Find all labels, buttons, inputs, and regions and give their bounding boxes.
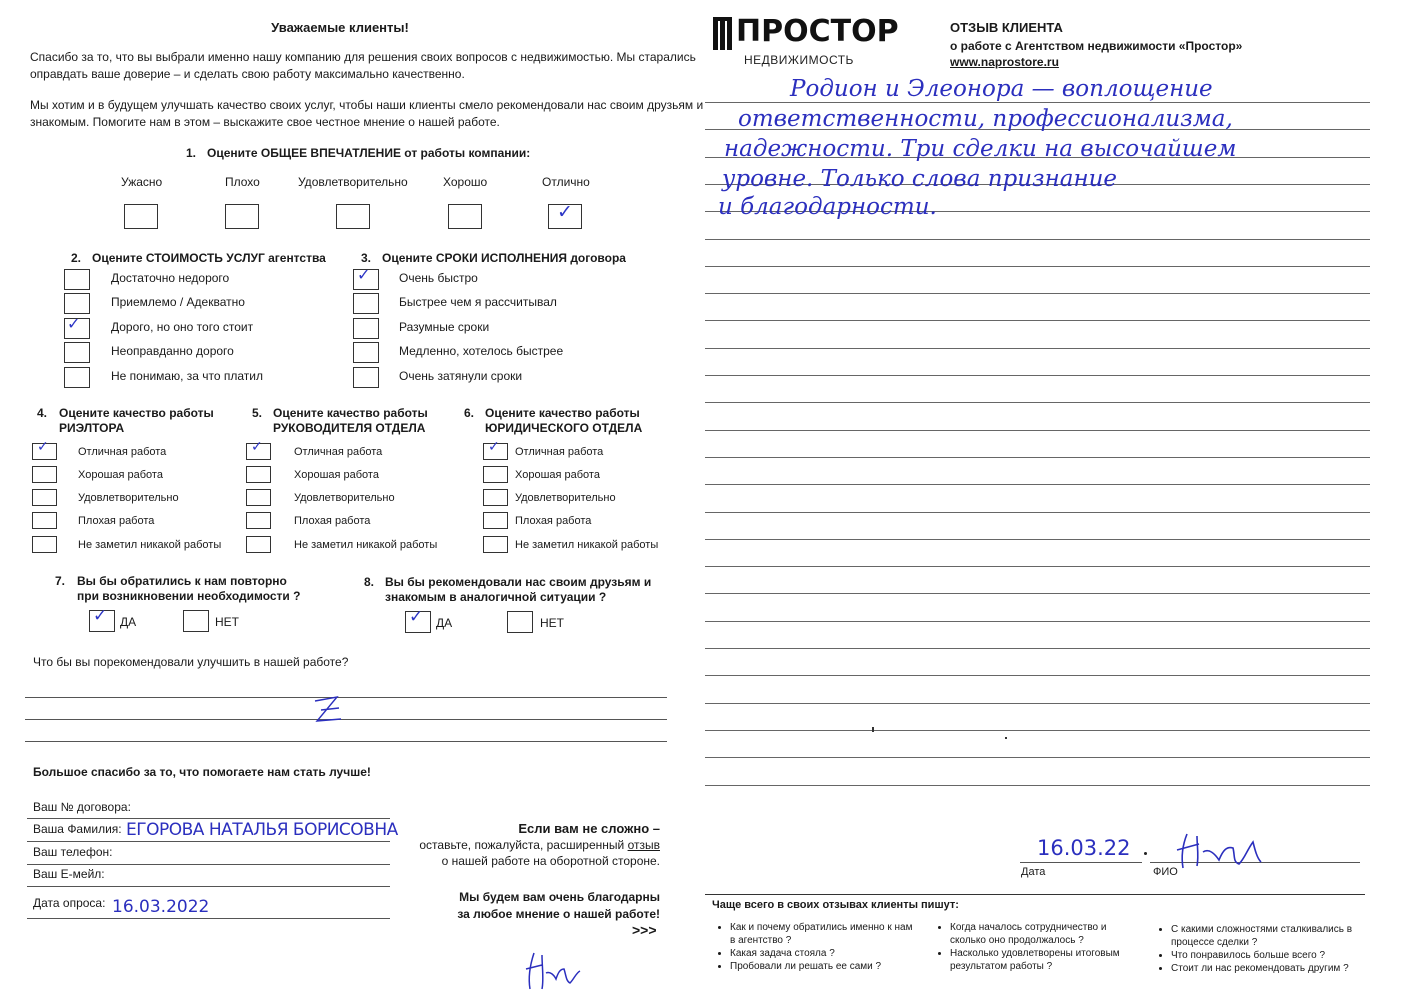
rating-checkbox[interactable] bbox=[225, 204, 259, 229]
logo-subtitle: НЕДВИЖИМОСТЬ bbox=[744, 53, 854, 67]
ruled-line bbox=[705, 457, 1370, 458]
ruled-line bbox=[705, 621, 1370, 622]
question-title-line: при возникновении необходимости ? bbox=[77, 589, 301, 603]
option-label: Быстрее чем я рассчитывал bbox=[399, 295, 557, 309]
question-number: 7. bbox=[55, 574, 66, 588]
contract-label: Ваш № договора: bbox=[33, 800, 131, 814]
yes-label: ДА bbox=[436, 616, 453, 630]
option-checkbox[interactable] bbox=[483, 466, 508, 483]
review-request bbox=[400, 822, 660, 868]
option-checkbox[interactable] bbox=[483, 512, 508, 529]
option-label: Неоправданно дорого bbox=[111, 344, 234, 358]
ruled-line bbox=[705, 593, 1370, 594]
option-label: Дорого, но оно того стоит bbox=[111, 320, 254, 334]
field-line bbox=[27, 864, 390, 865]
review-line: уровне. Только слова признание bbox=[722, 166, 1118, 192]
option-checkbox[interactable] bbox=[353, 318, 379, 339]
option-label: Не заметил никакой работы bbox=[294, 539, 438, 551]
intro-paragraph-1 bbox=[30, 50, 696, 81]
intro-line: оправдать ваше доверие – и сделать свою работу максимально качественно. bbox=[30, 67, 465, 81]
gratitude-line: Мы будем вам очень благодарны bbox=[459, 890, 660, 904]
option-checkbox[interactable] bbox=[32, 512, 57, 529]
option-label: Хорошая работа bbox=[515, 469, 600, 481]
option-checkbox[interactable] bbox=[483, 536, 508, 553]
option-label: Достаточно недорого bbox=[111, 271, 230, 285]
question-title-line: Оцените качество работы bbox=[273, 406, 428, 420]
option-label: Медленно, хотелось быстрее bbox=[399, 344, 564, 358]
intro-line: Мы хотим и в будущем улучшать качество своих услуг, чтобы наши клиенты смело рекомендовали нас своим друзьям и bbox=[30, 98, 704, 112]
greeting-heading: Уважаемые клиенты! bbox=[271, 20, 409, 35]
rating-label: Хорошо bbox=[443, 175, 488, 189]
question-title bbox=[59, 406, 214, 435]
field-line bbox=[27, 918, 390, 919]
rating-label: Удовлетворительно bbox=[298, 175, 408, 189]
check-mark-icon: ✓ bbox=[409, 607, 424, 627]
stray-mark bbox=[1005, 737, 1007, 739]
date-line bbox=[1020, 862, 1142, 863]
ruled-line bbox=[705, 102, 1370, 103]
review-line: и благодарности. bbox=[718, 194, 937, 220]
answer-line bbox=[25, 741, 667, 742]
option-checkbox[interactable] bbox=[246, 466, 271, 483]
rating-label: Плохо bbox=[225, 175, 260, 189]
field-line bbox=[27, 841, 390, 842]
option-label: Разумные сроки bbox=[399, 320, 490, 334]
question-number: 2. bbox=[71, 251, 82, 265]
question-title bbox=[273, 406, 428, 435]
stray-mark bbox=[872, 727, 874, 732]
ruled-line bbox=[705, 675, 1370, 676]
option-checkbox[interactable] bbox=[64, 269, 90, 290]
option-label: Отличная работа bbox=[515, 446, 604, 458]
hints-column-3 bbox=[1155, 923, 1355, 975]
ruled-line bbox=[705, 484, 1370, 485]
option-checkbox[interactable] bbox=[246, 536, 271, 553]
question-number: 6. bbox=[464, 406, 475, 420]
rating-checkbox[interactable] bbox=[336, 204, 370, 229]
hint-item: • Пробовали ли решать ее сами ? bbox=[730, 960, 914, 973]
question-title bbox=[77, 574, 300, 603]
rating-checkbox[interactable] bbox=[124, 204, 158, 229]
check-mark-icon: ✓ bbox=[488, 439, 500, 455]
check-mark-icon: ✓ bbox=[557, 201, 573, 223]
review-title: ОТЗЫВ КЛИЕНТА bbox=[950, 20, 1063, 35]
ruled-line bbox=[705, 375, 1370, 376]
hints-title: Чаще всего в своих отзывах клиенты пишут: bbox=[712, 899, 959, 911]
question-title bbox=[385, 575, 651, 604]
option-checkbox[interactable] bbox=[32, 466, 57, 483]
no-label: НЕТ bbox=[540, 616, 564, 630]
option-label: Удовлетворительно bbox=[78, 492, 179, 504]
hint-item: • С какими сложностями сталкивались в процессе сделки ? bbox=[1171, 923, 1355, 949]
option-checkbox[interactable] bbox=[32, 489, 57, 506]
field-line bbox=[27, 818, 390, 819]
option-checkbox[interactable] bbox=[353, 367, 379, 388]
ruled-line bbox=[705, 648, 1370, 649]
ruled-line bbox=[705, 320, 1370, 321]
hints-divider bbox=[705, 894, 1365, 895]
ruled-line bbox=[705, 348, 1370, 349]
question-number: 1. bbox=[186, 146, 197, 160]
intro-paragraph-2 bbox=[30, 98, 703, 129]
date-label: Дата bbox=[1021, 866, 1046, 878]
building-logo-icon bbox=[713, 17, 737, 50]
question-title-line: РИЭЛТОРА bbox=[59, 421, 125, 435]
ruled-line bbox=[705, 239, 1370, 240]
question-title-line: Вы бы рекомендовали нас своим друзьям и bbox=[385, 575, 652, 589]
field-line bbox=[27, 886, 390, 887]
option-label: Отличная работа bbox=[78, 446, 167, 458]
intro-line: знакомым. Помогите нам в этом – выскажите свое честное мнение о нашей работе. bbox=[30, 115, 500, 129]
hint-item: • Когда началось сотрудничество и сколько оно продолжалось ? bbox=[950, 921, 1139, 947]
hint-item: • Что понравилось больше всего ? bbox=[1171, 949, 1355, 962]
question-title-line: РУКОВОДИТЕЛЯ ОТДЕЛА bbox=[273, 421, 426, 435]
rating-label: Отлично bbox=[542, 175, 590, 189]
check-mark-icon: ✓ bbox=[251, 439, 263, 455]
ruled-line bbox=[705, 402, 1370, 403]
option-label: Не заметил никакой работы bbox=[78, 539, 222, 551]
email-label: Ваш Е-мейл: bbox=[33, 867, 105, 881]
option-checkbox[interactable] bbox=[246, 489, 271, 506]
review-request-text: о нашей работе на оборотной стороне. bbox=[441, 854, 660, 868]
ruled-line bbox=[705, 539, 1370, 540]
option-label: Не понимаю, за что платил bbox=[111, 369, 264, 383]
hint-item: • Какая задача стояла ? bbox=[730, 947, 914, 960]
yes-label: ДА bbox=[120, 615, 137, 629]
hint-item: • Стоит ли нас рекомендовать другим ? bbox=[1171, 962, 1355, 975]
dash-scribble-icon bbox=[305, 691, 355, 731]
option-label: Плохая работа bbox=[294, 515, 371, 527]
signature-icon bbox=[520, 945, 595, 995]
option-label: Удовлетворительно bbox=[294, 492, 395, 504]
gratitude-text bbox=[400, 889, 660, 923]
no-checkbox[interactable] bbox=[507, 611, 533, 633]
check-mark-icon: ✓ bbox=[357, 265, 371, 284]
ruled-line bbox=[705, 430, 1370, 431]
question-number: 5. bbox=[252, 406, 263, 420]
surname-field[interactable]: ЕГОРОВА НАТАЛЬЯ БОРИСОВНА bbox=[126, 820, 398, 840]
no-label: НЕТ bbox=[215, 615, 239, 629]
option-label: Очень быстро bbox=[399, 271, 478, 285]
hint-item: • Как и почему обратились именно к нам в агентство ? bbox=[730, 921, 914, 947]
check-mark-icon: ✓ bbox=[37, 439, 49, 455]
signature-icon bbox=[1175, 828, 1285, 872]
option-label: Плохая работа bbox=[515, 515, 592, 527]
rating-checkbox[interactable] bbox=[448, 204, 482, 229]
no-checkbox[interactable] bbox=[183, 610, 209, 632]
review-subtitle: о работе с Агентством недвижимости «Простор» bbox=[950, 39, 1243, 53]
review-line: надежности. Три сделки на высочайшем bbox=[724, 136, 1237, 162]
question-title-line: Оцените качество работы bbox=[485, 406, 640, 420]
question-title bbox=[485, 406, 642, 435]
hints-column-1 bbox=[714, 921, 914, 973]
question-title-line: Вы бы обратились к нам повторно bbox=[77, 574, 287, 588]
logo-wordmark: ПРОСТОР bbox=[736, 14, 899, 49]
ruled-line bbox=[705, 703, 1370, 704]
option-label: Хорошая работа bbox=[294, 469, 379, 481]
improve-question: Что бы вы порекомендовали улучшить в нашей работе? bbox=[33, 655, 349, 669]
surname-label: Ваша Фамилия: bbox=[33, 822, 122, 836]
question-number: 8. bbox=[364, 575, 375, 589]
option-checkbox[interactable] bbox=[64, 342, 90, 363]
review-line: Родион и Элеонора — воплощение bbox=[790, 76, 1213, 102]
option-label: Плохая работа bbox=[78, 515, 155, 527]
ruled-line bbox=[705, 512, 1370, 513]
check-mark-icon: ✓ bbox=[67, 314, 81, 333]
option-checkbox[interactable] bbox=[483, 489, 508, 506]
review-request-title: Если вам не сложно – bbox=[518, 821, 660, 836]
review-date-field[interactable]: 16.03.22 bbox=[1037, 836, 1131, 860]
option-label: Хорошая работа bbox=[78, 469, 163, 481]
option-checkbox[interactable] bbox=[32, 536, 57, 553]
option-checkbox[interactable] bbox=[353, 342, 379, 363]
ruled-line bbox=[705, 785, 1370, 786]
option-label: Приемлемо / Адекватно bbox=[111, 295, 245, 309]
option-checkbox[interactable] bbox=[353, 293, 379, 314]
ruled-line bbox=[705, 293, 1370, 294]
hints-column-2 bbox=[934, 921, 1139, 973]
gratitude-line: за любое мнение о нашей работе! bbox=[457, 907, 660, 921]
survey-date-label: Дата опроса: bbox=[33, 896, 106, 910]
question-title: Оцените СРОКИ ИСПОЛНЕНИЯ договора bbox=[382, 251, 626, 265]
fio-label: ФИО bbox=[1153, 866, 1178, 878]
phone-label: Ваш телефон: bbox=[33, 845, 113, 859]
review-line: ответственности, профессионализма, bbox=[738, 106, 1233, 132]
next-page-arrows: >>> bbox=[632, 922, 657, 938]
ruled-line bbox=[705, 566, 1370, 567]
survey-date-field[interactable]: 16.03.2022 bbox=[112, 897, 210, 917]
option-label: Отличная работа bbox=[294, 446, 383, 458]
separator-dot bbox=[1144, 852, 1147, 855]
thanks-heading: Большое спасибо за то, что помогаете нам стать лучше! bbox=[33, 765, 371, 779]
option-label: Очень затянули сроки bbox=[399, 369, 523, 383]
review-request-text: оставьте, пожалуйста, расширенный bbox=[419, 838, 628, 852]
question-number: 3. bbox=[361, 251, 372, 265]
ruled-line bbox=[705, 266, 1370, 267]
rating-label: Ужасно bbox=[121, 175, 163, 189]
question-title-line: ЮРИДИЧЕСКОГО ОТДЕЛА bbox=[485, 421, 643, 435]
hint-item: • Насколько удовлетворены итоговым результатом работы ? bbox=[950, 947, 1139, 973]
question-title-line: знакомым в аналогичной ситуации ? bbox=[385, 590, 607, 604]
question-number: 4. bbox=[37, 406, 48, 420]
question-title: Оцените СТОИМОСТЬ УСЛУГ агентства bbox=[92, 251, 326, 265]
ruled-line bbox=[705, 757, 1370, 758]
option-checkbox[interactable] bbox=[64, 367, 90, 388]
intro-line: Спасибо за то, что вы выбрали именно нашу компанию для решения своих вопросов с недвижимостью. Мы старались bbox=[30, 50, 696, 64]
website-link[interactable]: www.naprostore.ru bbox=[950, 55, 1059, 69]
option-checkbox[interactable] bbox=[246, 512, 271, 529]
question-title: Оцените ОБЩЕЕ ВПЕЧАТЛЕНИЕ от работы компании: bbox=[207, 146, 531, 160]
ruled-line bbox=[705, 730, 1370, 731]
check-mark-icon: ✓ bbox=[93, 606, 108, 626]
option-label: Удовлетворительно bbox=[515, 492, 616, 504]
question-title-line: Оцените качество работы bbox=[59, 406, 214, 420]
option-checkbox[interactable] bbox=[64, 293, 90, 314]
option-label: Не заметил никакой работы bbox=[515, 539, 659, 551]
review-link[interactable]: отзыв bbox=[627, 838, 660, 852]
